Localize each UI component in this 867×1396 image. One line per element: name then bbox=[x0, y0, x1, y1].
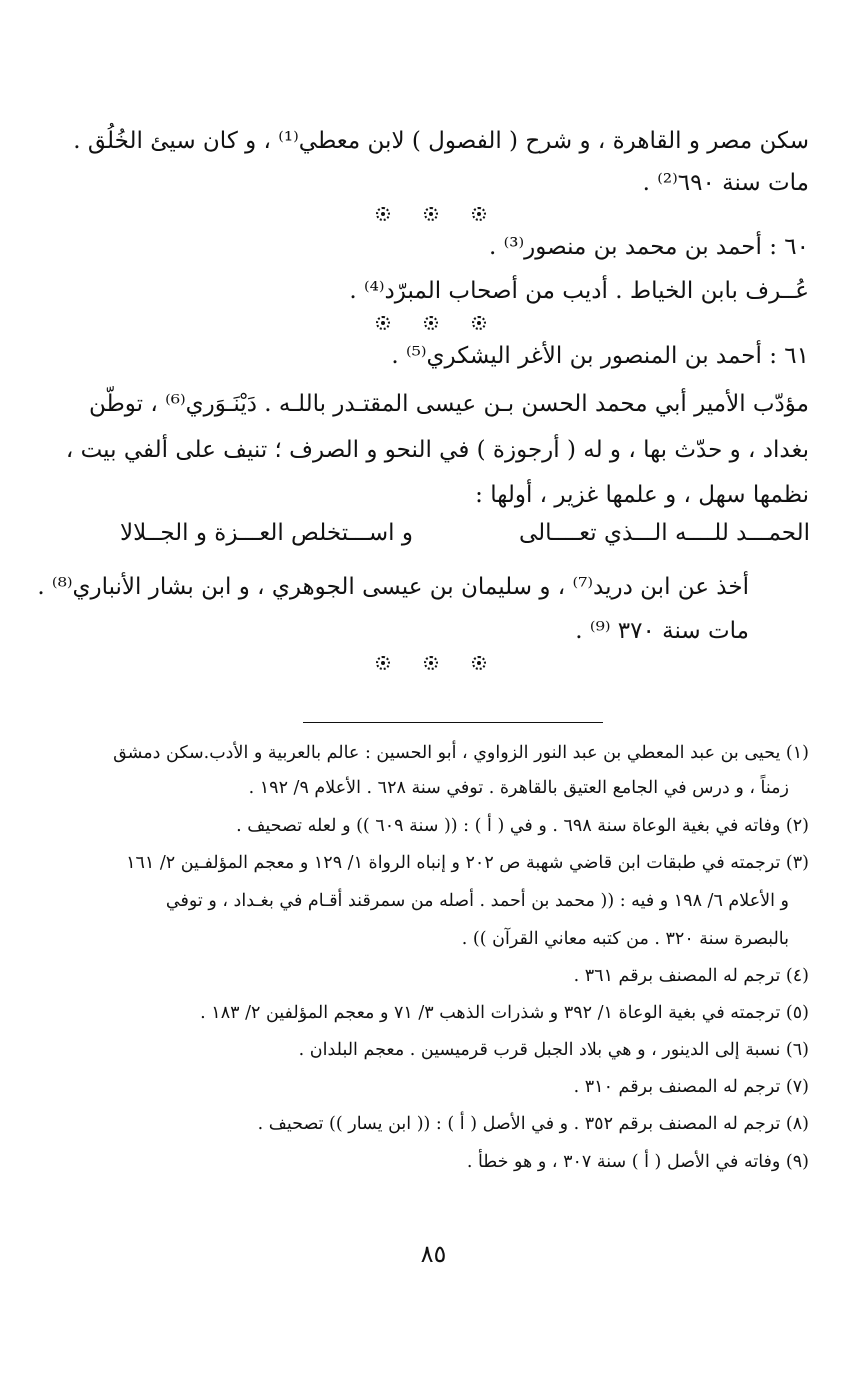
footnote: (١) يحيى بن عبد المعطي بن عبد النور الزواوي ، أبو الحسين : عالم بالعربية و الأدب.سكن دمشق bbox=[113, 743, 809, 763]
footnote: (٨) ترجم له المصنف برقم ٣٥٢ . و في الأصل ( أ ) : (( ابن يسار )) تصحيف . bbox=[257, 1114, 809, 1134]
page-number: ٨٥ bbox=[420, 1240, 447, 1268]
ornament-icon bbox=[376, 207, 390, 221]
ornament-icon bbox=[472, 656, 486, 670]
text-line: سكن مصر و القاهرة ، و شرح ( الفصول ) لابن معطي⁽¹⁾ ، و كان سيئ الخُلُق . bbox=[73, 128, 809, 154]
footnote: (٧) ترجم له المصنف برقم ٣١٠ . bbox=[573, 1077, 809, 1097]
ornament-icon bbox=[376, 656, 390, 670]
footnote: و الأعلام ٦/ ١٩٨ و فيه : (( محمد بن أحمد . أصله من سمرقند أقـام في بغـداد ، و توفي bbox=[165, 891, 789, 911]
poem-hemistich-second: و اســـتخلص العـــزة و الجــلالا bbox=[120, 520, 413, 546]
footnote: (٦) نسبة إلى الدينور ، و هي بلاد الجبل قرب قرميسين . معجم البلدان . bbox=[298, 1040, 809, 1060]
ornament-icon bbox=[376, 316, 390, 330]
text-line: أخذ عن ابن دريد⁽⁷⁾ ، و سليمان بن عيسى الجوهري ، و ابن بشار الأنباري⁽⁸⁾ . bbox=[37, 574, 749, 600]
ornament-icon bbox=[424, 207, 438, 221]
text-line: بغداد ، و حدّث بها ، و له ( أرجوزة ) في النحو و الصرف ؛ تنيف على ألفي بيت ، bbox=[65, 437, 809, 463]
footnote: (٩) وفاته في الأصل ( أ ) سنة ٣٠٧ ، و هو خطأ . bbox=[466, 1152, 809, 1172]
ornament-icon bbox=[472, 316, 486, 330]
text-line: نظمها سهل ، و علمها غزير ، أولها : bbox=[475, 482, 809, 508]
ornament-icon bbox=[424, 656, 438, 670]
separator-ornament bbox=[376, 316, 486, 330]
text-line: مات سنة ٣٧٠ ⁽⁹⁾ . bbox=[575, 618, 749, 644]
text-line: مات سنة ٦٩٠⁽²⁾ . bbox=[642, 170, 809, 196]
footnote: زمناً ، و درس في الجامع العتيق بالقاهرة . توفي سنة ٦٢٨ . الأعلام ٩/ ١٩٢ . bbox=[248, 778, 789, 798]
poem-verse bbox=[120, 520, 810, 546]
separator-ornament bbox=[376, 656, 486, 670]
entry-heading: ٦١ : أحمد بن المنصور بن الأغر اليشكري⁽⁵⁾ . bbox=[391, 343, 809, 369]
footnote: (٢) وفاته في بغية الوعاة سنة ٦٩٨ . و في ( أ ) : (( سنة ٦٠٩ )) و لعله تصحيف . bbox=[236, 816, 809, 836]
entry-heading: ٦٠ : أحمد بن محمد بن منصور⁽³⁾ . bbox=[488, 234, 809, 260]
separator-ornament bbox=[376, 207, 486, 221]
poem-hemistich-first: الحمـــد للــــه الـــذي تعــــالى bbox=[519, 520, 810, 546]
footnote: بالبصرة سنة ٣٢٠ . من كتبه معاني القرآن )) . bbox=[461, 929, 789, 949]
footnote: (٣) ترجمته في طبقات ابن قاضي شهبة ص ٢٠٢ و إنباه الرواة ١/ ١٢٩ و معجم المؤلفـين ٢/ ١٦١ bbox=[126, 853, 809, 873]
footnote: (٤) ترجم له المصنف برقم ٣٦١ . bbox=[573, 966, 809, 986]
ornament-icon bbox=[424, 316, 438, 330]
footnote-divider bbox=[303, 722, 603, 723]
text-line: عُــرف بابن الخياط . أديب من أصحاب المبرّد⁽⁴⁾ . bbox=[349, 278, 809, 304]
ornament-icon bbox=[472, 207, 486, 221]
footnote: (٥) ترجمته في بغية الوعاة ١/ ٣٩٢ و شذرات الذهب ٣/ ٧١ و معجم المؤلفين ٢/ ١٨٣ . bbox=[200, 1003, 809, 1023]
text-line: مؤدّب الأمير أبي محمد الحسن بـن عيسى المقتـدر باللـه . دَيْنَـوَري⁽⁶⁾ ، توطّن bbox=[88, 391, 809, 417]
